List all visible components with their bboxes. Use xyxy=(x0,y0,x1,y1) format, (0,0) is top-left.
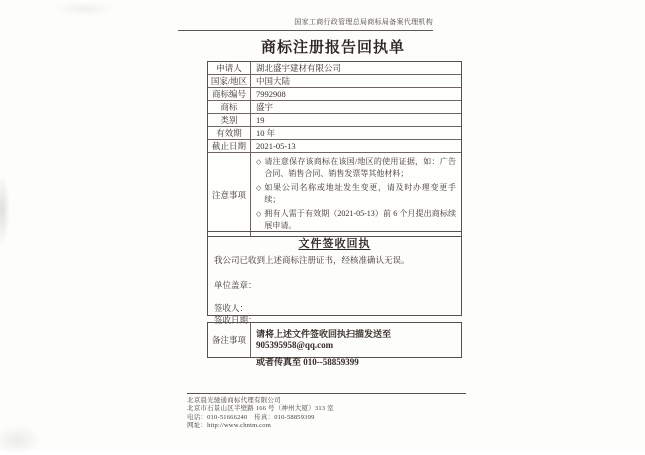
row-label: 类别 xyxy=(208,114,251,126)
notes-list xyxy=(251,153,461,236)
scan-artifact xyxy=(0,425,42,455)
trademark-info-table xyxy=(207,61,462,237)
row-label: 注意事项 xyxy=(208,153,251,236)
remarks-line: 或者传真至 010--58859399 xyxy=(256,357,359,367)
note-item xyxy=(256,208,456,232)
row-label: 商标编号 xyxy=(208,88,251,100)
row-value: 7992908 xyxy=(256,89,286,99)
note-text: 请注意保存该商标在该国/地区的使用证据，如：广告合同、销售合同、销售发票等其他材料； xyxy=(264,157,456,178)
note-text: 拥有人需于有效期（2021-05-13）前 6 个月提出商标续展申请。 xyxy=(264,209,456,230)
footer-phone-fax: 电话：010-51666240 传真：010-58859399 xyxy=(187,413,315,421)
receipt-section xyxy=(207,231,462,325)
agency-note: 国家工商行政管理总局商标局备案代理机构 xyxy=(178,17,433,31)
table-row-class xyxy=(208,114,461,127)
sign-date-label: 签收日期： xyxy=(214,315,257,325)
scan-artifact xyxy=(0,175,10,245)
row-label: 申请人 xyxy=(208,62,251,74)
table-row-deadline xyxy=(208,140,461,153)
note-item xyxy=(256,156,456,180)
footer-address: 北京市石景山区半壁路 166 号（神州大厦）313 室 xyxy=(187,405,334,413)
footer-divider xyxy=(187,393,466,394)
receipt-confirmation-text: 我公司已收到上述商标注册证书，经核准确认无误。 xyxy=(214,255,410,265)
receipt-section-title: 文件签收回执 xyxy=(298,238,371,250)
diamond-bullet-icon: ◇ xyxy=(256,158,262,166)
remarks-line: 请将上述文件签收回执扫描发送至 905395958@qq.com xyxy=(256,329,392,350)
table-row-notes xyxy=(208,153,461,236)
diamond-bullet-icon: ◇ xyxy=(256,210,262,218)
agency-footer xyxy=(187,397,467,430)
remarks-label: 备注事项 xyxy=(208,323,251,357)
row-label: 商标 xyxy=(208,101,251,113)
table-row-validity xyxy=(208,127,461,140)
footer-website: 网址：http://www.chntm.com xyxy=(187,421,271,429)
unit-seal-label: 单位盖章： xyxy=(214,280,257,290)
row-value: 盛宇 xyxy=(256,102,274,112)
row-value: 湖北盛宇建材有限公司 xyxy=(256,63,342,73)
remarks-section xyxy=(207,322,462,367)
remarks-content xyxy=(251,323,461,367)
note-item xyxy=(256,182,456,206)
row-value: 19 xyxy=(256,115,265,125)
note-text: 如果公司名称或地址发生变更，请及时办理变更手续； xyxy=(264,183,456,204)
diamond-bullet-icon: ◇ xyxy=(256,184,262,192)
footer-company: 北京晨光驰通商标代理有限公司 xyxy=(187,397,281,404)
scan-artifact xyxy=(55,2,115,16)
row-label: 有效期 xyxy=(208,127,251,139)
row-label: 截止日期 xyxy=(208,140,251,152)
row-value: 中国大陆 xyxy=(256,76,291,86)
table-row-applicant xyxy=(208,62,461,75)
row-value: 2021-05-13 xyxy=(256,141,296,151)
table-row-trademark-number xyxy=(208,88,461,101)
table-row-country xyxy=(208,75,461,88)
row-label: 国家/地区 xyxy=(208,75,251,87)
signer-label: 签收人： xyxy=(214,303,249,313)
page-title: 商标注册报告回执单 xyxy=(260,40,405,56)
row-value: 10 年 xyxy=(256,128,276,138)
table-row-trademark xyxy=(208,101,461,114)
